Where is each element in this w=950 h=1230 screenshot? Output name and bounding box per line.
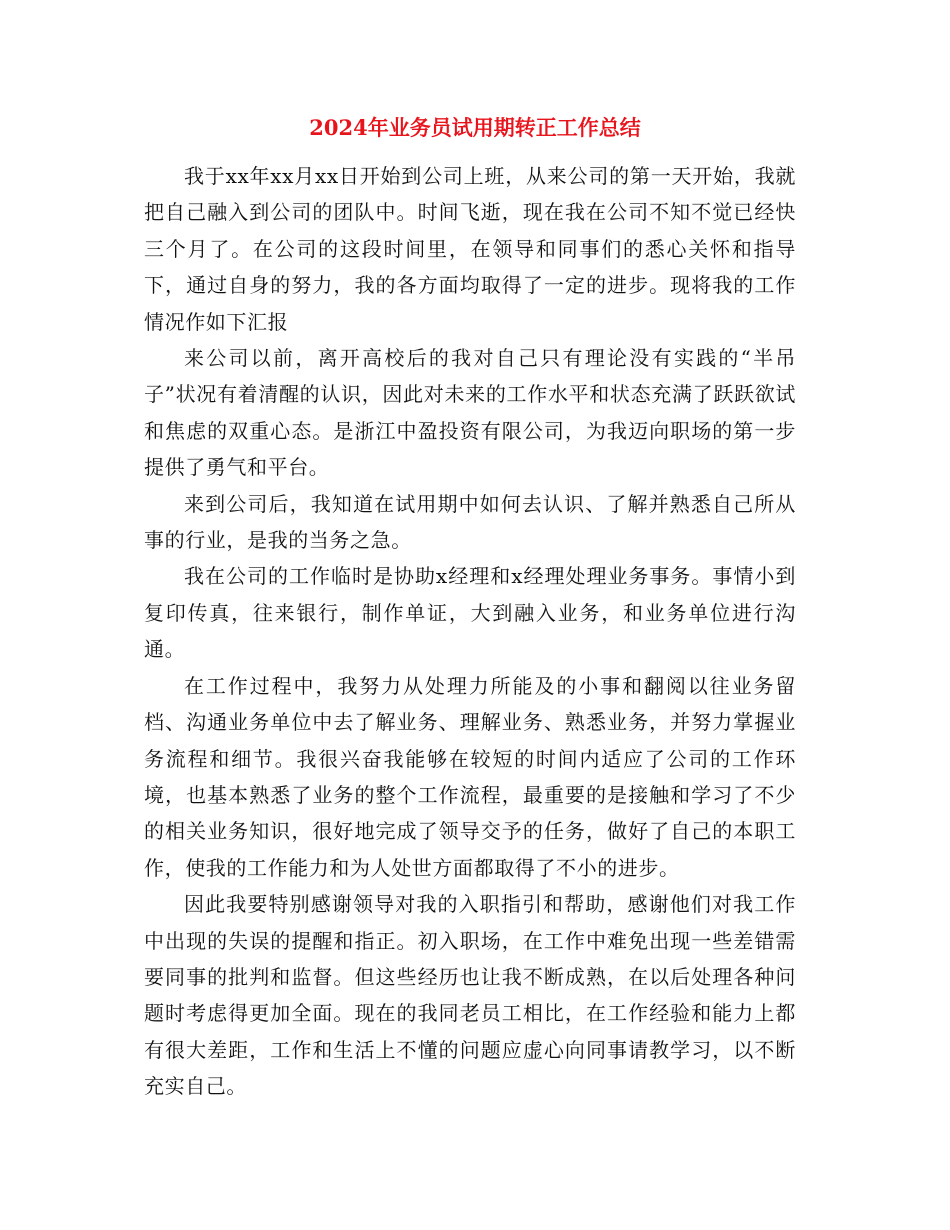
paragraph-3: 来到公司后，我知道在试用期中如何去认识、了解并熟悉自己所从事的行业，是我的当务之急。 [144,491,796,553]
document-body [144,158,796,1105]
paragraph-4: 我在公司的工作临时是协助x经理和x经理处理业务事务。事情小到复印传真，往来银行，制作单证，大到融入业务，和业务单位进行沟通。 [144,564,796,662]
paragraph-6: 因此我要特别感谢领导对我的入职指引和帮助，感谢他们对我工作中出现的失误的提醒和指正。初入职场，在工作中难免出现一些差错需要同事的批判和监督。但这些经历也让我不断成熟，在以后处理各种问题时考虑得更加全面。现在的我同老员工相比，在工作经验和能力上都有很大差距，工作和生活上不懂的问题应虚心向同事请教学习，以不断充实自己。 [144,892,796,1099]
paragraph-5: 在工作过程中，我努力从处理力所能及的小事和翻阅以往业务留档、沟通业务单位中去了解业务、理解业务、熟悉业务，并努力掌握业务流程和细节。我很兴奋我能够在较短的时间内适应了公司的工作环境，也基本熟悉了业务的整个工作流程，最重要的是接触和学习了不少的相关业务知识，很好地完成了领导交予的任务，做好了自己的本职工作，使我的工作能力和为人处世方面都取得了不小的进步。 [144,673,796,880]
document-title: 2024年业务员试用期转正工作总结 [309,115,641,140]
paragraph-2: 来公司以前，离开高校后的我对自己只有理论没有实践的“半吊子”状况有着清醒的认识，因此对未来的工作水平和状态充满了跃跃欲试和焦虑的双重心态。是浙江中盈投资有限公司，为我迈向职场的第一步提供了勇气和平台。 [144,346,796,480]
paragraph-1: 我于xx年xx月xx日开始到公司上班，从来公司的第一天开始，我就把自己融入到公司的团队中。时间飞逝，现在我在公司不知不觉已经快三个月了。在公司的这段时间里，在领导和同事们的悉心关怀和指导下，通过自身的努力，我的各方面均取得了一定的进步。现将我的工作情况作如下汇报 [144,164,796,334]
